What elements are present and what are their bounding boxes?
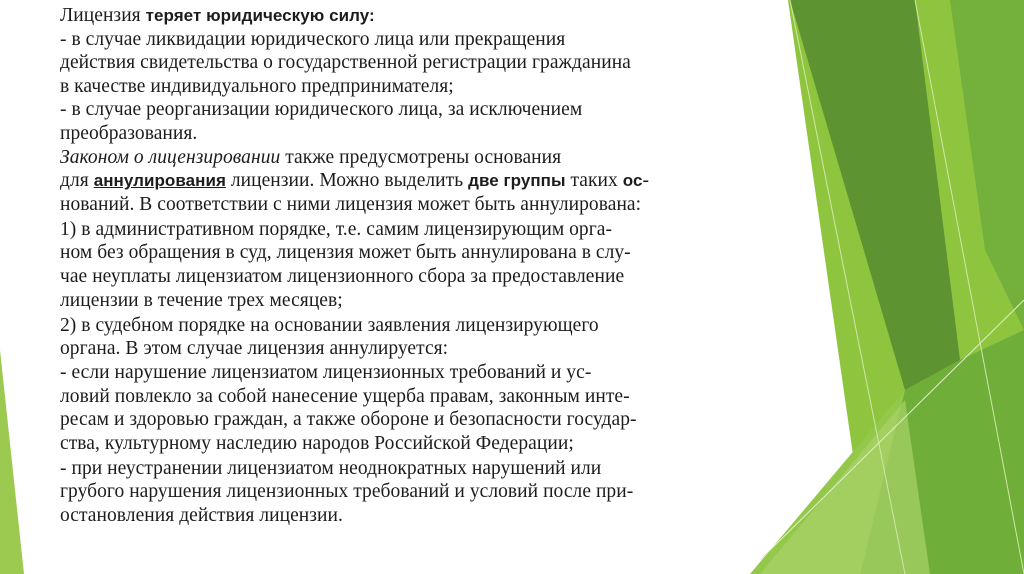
decoration-left-sliver — [0, 350, 24, 574]
text-line: ресам и здоровью граждан, а также обороне и безопасности государ- — [60, 409, 637, 431]
heading-normal-text: Лицензия — [60, 5, 146, 26]
text-line: - в случае реорганизации юридического лица, за исключением — [60, 99, 583, 121]
paragraph-reorganization — [60, 98, 760, 145]
text-fragment: лицензии. Можно выделить — [225, 170, 469, 192]
text-line: грубого нарушения лицензионных требований и условий после при- — [60, 481, 634, 503]
text-line: нований. В соответствии с ними лицензия может быть аннулирована: — [60, 193, 642, 215]
paragraph-administrative-order — [60, 218, 760, 312]
text-fragment: для — [60, 170, 94, 192]
os-bold: ос — [622, 171, 643, 191]
text-line: 2) в судебном порядке на основании заявления лицензирующего — [60, 314, 599, 336]
text-line: также предусмотрены основания — [280, 146, 562, 168]
text-line: в качестве индивидуального предпринимателя; — [60, 75, 454, 97]
text-line: органа. В этом случае лицензия аннулируется: — [60, 338, 449, 360]
law-reference-italic: Законом о лицензировании — [60, 146, 281, 168]
annulment-term-bold: аннулирования — [93, 171, 226, 191]
two-groups-bold: две группы — [468, 171, 566, 191]
text-line: остановления действия лицензии. — [60, 504, 343, 526]
text-line: - если нарушение лицензиатом лицензионных требований и ус- — [60, 361, 592, 383]
paragraph-damage-violation — [60, 361, 760, 455]
heading-bold-text: теряет юридическую силу: — [145, 6, 375, 25]
text-fragment: таких — [565, 170, 623, 192]
text-line: - в случае ликвидации юридического лица или прекращения — [60, 28, 566, 50]
heading-line — [60, 4, 760, 28]
document-text-block — [60, 4, 760, 552]
text-line: 1) в административном порядке, т.е. самим лицензирующим орга- — [60, 218, 613, 240]
text-line: ства, культурному наследию народов Российской Федерации; — [60, 432, 574, 454]
text-line: преобразования. — [60, 122, 198, 144]
text-line: ловий повлекло за собой нанесение ущерба правам, законным инте- — [60, 385, 630, 407]
text-line: ном без обращения в суд, лицензия может быть аннулирована в слу- — [60, 242, 631, 264]
paragraph-judicial-order — [60, 314, 760, 361]
paragraph-repeated-violations — [60, 457, 760, 528]
text-fragment: - — [642, 170, 650, 192]
text-line: чае неуплаты лицензиатом лицензионного сбора за предоставление — [60, 266, 625, 288]
paragraph-annulment-grounds — [60, 146, 760, 217]
text-line: действия свидетельства о государственной регистрации гражданина — [60, 52, 631, 74]
text-line: - при неустранении лицензиатом неоднократных нарушений или — [60, 457, 602, 479]
paragraph-liquidation — [60, 28, 760, 99]
decoration-pale-wedge — [760, 400, 930, 574]
text-line: лицензии в течение трех месяцев; — [60, 289, 343, 311]
